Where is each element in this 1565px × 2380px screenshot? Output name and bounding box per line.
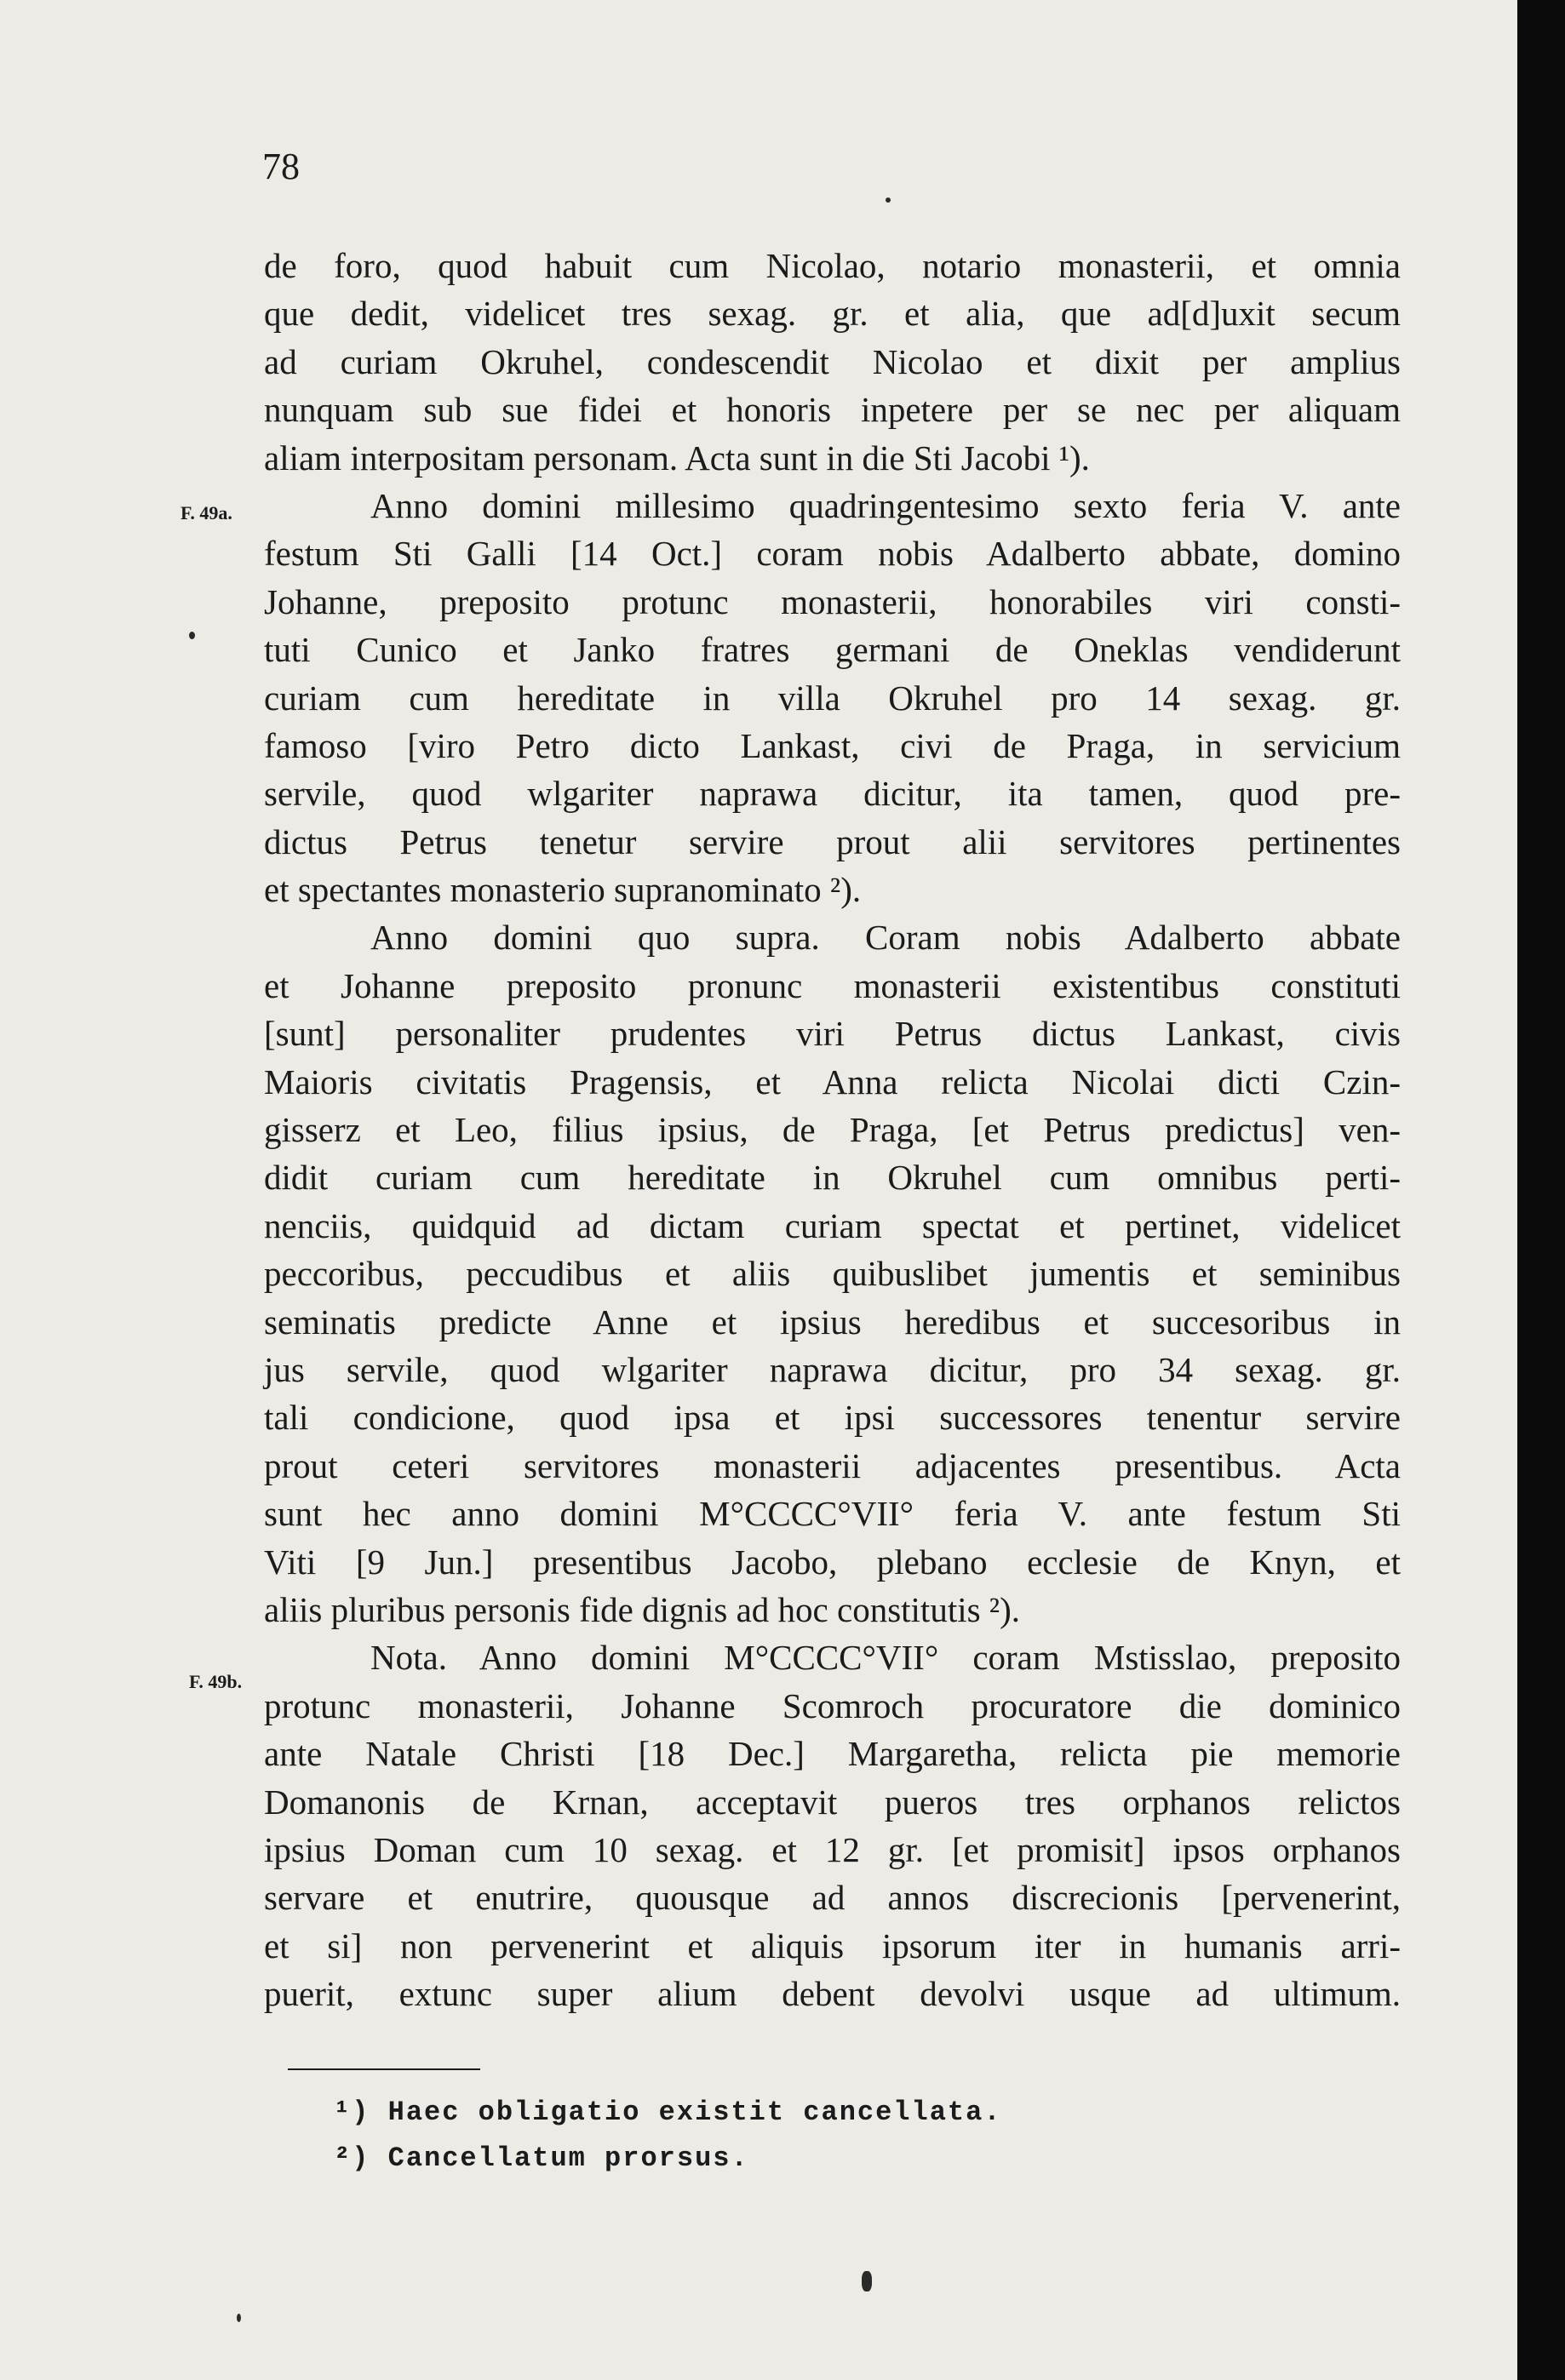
footnote-mark: ²) [334, 2143, 370, 2174]
footnote-text: Haec obligatio existit cancellata. [387, 2097, 1002, 2128]
paper-speck [237, 2314, 241, 2322]
text-line: curiam cum hereditate in villa Okruhel pro 14 sexag. gr. [264, 678, 1401, 718]
body-text [264, 242, 1401, 2017]
text-line: aliis pluribus personis fide dignis ad hoc constitutis ²). [264, 1589, 1021, 1629]
text-line: servare et enutrire, quousque ad annos discrecionis [pervenerint, [264, 1878, 1401, 1918]
footnote-1 [334, 2090, 1002, 2136]
text-line: seminatis predicte Anne et ipsius heredibus et succesoribus in [264, 1302, 1401, 1342]
text-line: Johanne, preposito protunc monasterii, honorabiles viri consti- [264, 581, 1401, 621]
text-line: gisserz et Leo, filius ipsius, de Praga, [et Petrus predictus] ven- [264, 1110, 1401, 1150]
text-line: peccoribus, peccudibus et aliis quibuslibet jumentis et seminibus [264, 1254, 1401, 1294]
text-line: tali condicione, quod ipsa et ipsi successores tenentur servire [264, 1398, 1401, 1438]
text-line: ipsius Doman cum 10 sexag. et 12 gr. [et promisit] ipsos orphanos [264, 1829, 1401, 1869]
text-line: prout ceteri servitores monasterii adjacentes presentibus. Acta [264, 1445, 1401, 1485]
text-line: et spectantes monasterio supranominato ²). [264, 870, 862, 910]
paper-speck [862, 2271, 872, 2291]
paper-speck [189, 632, 195, 639]
text-line: et Johanne preposito pronunc monasterii existentibus constituti [264, 965, 1401, 1005]
text-line: servile, quod wlgariter naprawa dicitur, ita tamen, quod pre- [264, 774, 1401, 814]
text-line: Domanonis de Krnan, acceptavit pueros tres orphanos relictos [264, 1782, 1401, 1822]
text-line: famoso [viro Petro dicto Lankast, civi de Praga, in servicium [264, 725, 1401, 765]
margin-note-f49a: F. 49a. [181, 502, 232, 523]
text-line: dictus Petrus tenetur servire prout alii servitores pertinentes [264, 821, 1401, 861]
text-line: Nota. Anno domini M°CCCC°VII° coram Mstisslao, preposito [370, 1638, 1401, 1678]
text-line: ad curiam Okruhel, condescendit Nicolao et dixit per amplius [264, 341, 1401, 381]
text-line: et si] non pervenerint et aliquis ipsorum iter in humanis arri- [264, 1925, 1401, 1965]
text-line: Maioris civitatis Pragensis, et Anna relicta Nicolai dicti Czin- [264, 1061, 1401, 1101]
text-line: aliam interpositam personam. Acta sunt in die Sti Jacobi ¹). [264, 438, 1090, 478]
text-line: [sunt] personaliter prudentes viri Petrus dictus Lankast, civis [264, 1014, 1401, 1054]
text-line: puerit, extunc super alium debent devolvi usque ad ultimum. [264, 1974, 1401, 2014]
page-number: 78 [262, 146, 300, 187]
text-line: protunc monasterii, Johanne Scomroch procuratore die dominico [264, 1685, 1401, 1725]
text-line: que dedit, videlicet tres sexag. gr. et alia, que ad[d]uxit secum [264, 294, 1401, 334]
text-line: Anno domini quo supra. Coram nobis Adalberto abbate [370, 918, 1401, 958]
text-line: nunquam sub sue fidei et honoris inpetere per se nec per aliquam [264, 390, 1401, 430]
text-line: didit curiam cum hereditate in Okruhel cum omnibus perti- [264, 1158, 1401, 1198]
text-line: de foro, quod habuit cum Nicolao, notario monasterii, et omnia [264, 246, 1401, 285]
text-line: sunt hec anno domini M°CCCC°VII° feria V. ante festum Sti [264, 1494, 1401, 1534]
text-line: Anno domini millesimo quadringentesimo sexto feria V. ante [370, 485, 1401, 525]
paper-speck [886, 197, 891, 203]
footnote-2 [334, 2136, 1002, 2182]
footnote-text: Cancellatum prorsus. [387, 2143, 749, 2174]
scan-edge [1517, 0, 1565, 2380]
text-line: festum Sti Galli [14 Oct.] coram nobis Adalberto abbate, domino [264, 534, 1401, 574]
text-line: tuti Cunico et Janko fratres germani de Oneklas vendiderunt [264, 630, 1401, 670]
footnote-mark: ¹) [334, 2097, 370, 2128]
text-line: Viti [9 Jun.] presentibus Jacobo, plebano ecclesie de Knyn, et [264, 1542, 1401, 1582]
footnote-rule [288, 2068, 480, 2070]
margin-note-f49b: F. 49b. [189, 1671, 243, 1692]
text-line: jus servile, quod wlgariter naprawa dicitur, pro 34 sexag. gr. [264, 1349, 1401, 1389]
text-line: ante Natale Christi [18 Dec.] Margaretha, relicta pie memorie [264, 1734, 1401, 1774]
text-line: nenciis, quidquid ad dictam curiam spectat et pertinet, videlicet [264, 1205, 1401, 1245]
footnotes [334, 2090, 1002, 2182]
